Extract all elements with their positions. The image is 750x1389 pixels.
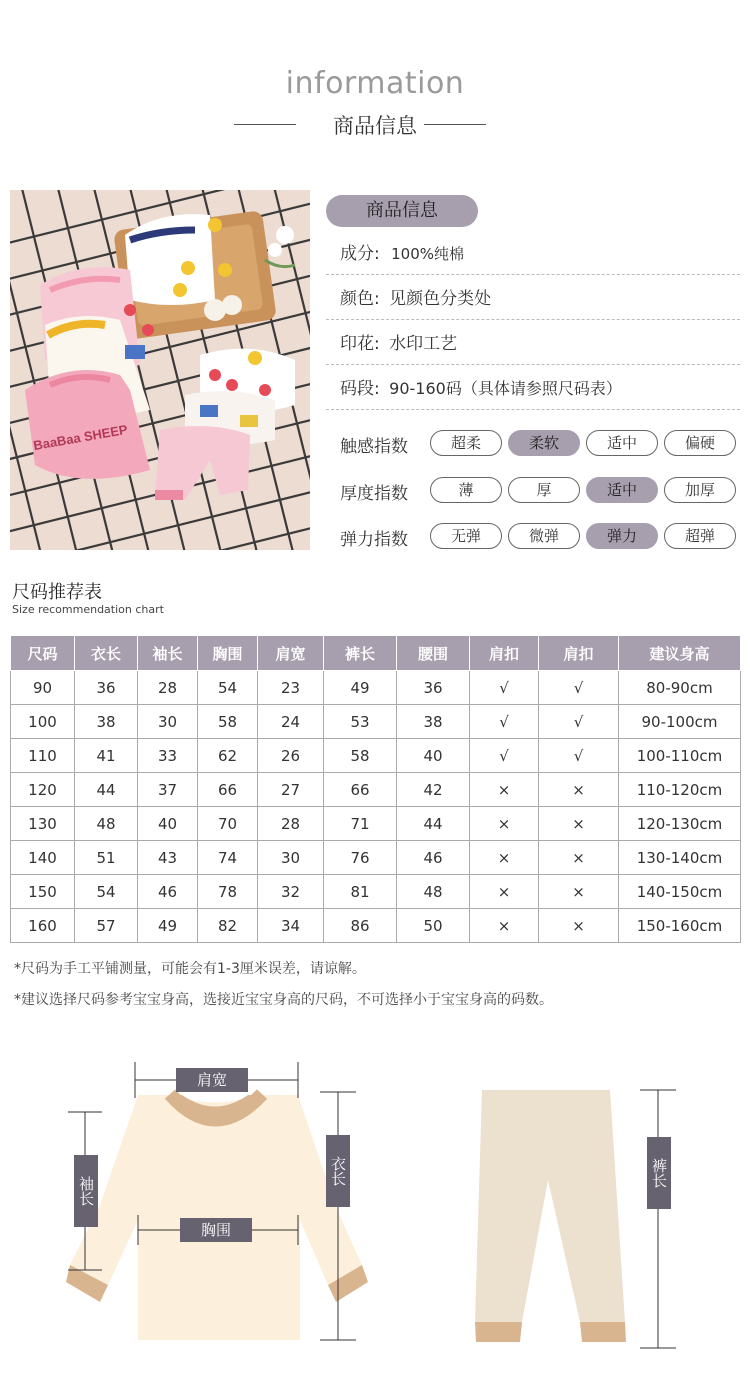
table-header-cell: 裤长 <box>324 636 397 671</box>
table-row <box>11 773 741 807</box>
table-cell: 36 <box>397 671 470 705</box>
table-cell: √ <box>539 671 619 705</box>
table-header-cell: 肩扣 <box>470 636 539 671</box>
table-cell: × <box>539 875 619 909</box>
table-cell: 42 <box>397 773 470 807</box>
table-cell: 54 <box>75 875 138 909</box>
meter-option: 薄 <box>430 477 502 503</box>
table-cell: 120-130cm <box>619 807 741 841</box>
table-cell: √ <box>470 671 539 705</box>
table-header-cell: 肩扣 <box>539 636 619 671</box>
info-badge: 商品信息 <box>326 195 478 227</box>
table-cell: 33 <box>138 739 198 773</box>
table-cell: 27 <box>258 773 324 807</box>
table-header-cell: 腰围 <box>397 636 470 671</box>
table-cell: 90 <box>11 671 75 705</box>
table-cell: 120 <box>11 773 75 807</box>
divider <box>326 274 740 275</box>
table-cell: 46 <box>397 841 470 875</box>
table-header-cell: 衣长 <box>75 636 138 671</box>
prop-value: 水印工艺 <box>389 334 458 354</box>
table-cell: 46 <box>138 875 198 909</box>
meter-option-selected: 柔软 <box>508 430 580 456</box>
table-cell: 57 <box>75 909 138 943</box>
diagram-label-sleeve: 袖长 <box>74 1155 98 1227</box>
table-cell: 86 <box>324 909 397 943</box>
meter-option-selected: 弹力 <box>586 523 658 549</box>
table-cell: 34 <box>258 909 324 943</box>
prop-label: 码段: <box>340 379 380 399</box>
table-cell: 49 <box>324 671 397 705</box>
table-cell: 40 <box>138 807 198 841</box>
table-header-cell: 袖长 <box>138 636 198 671</box>
header-title-en: information <box>285 66 465 101</box>
table-row <box>11 875 741 909</box>
table-cell: 50 <box>397 909 470 943</box>
prop-label: 印花: <box>340 334 380 354</box>
table-cell: 53 <box>324 705 397 739</box>
table-cell: 38 <box>397 705 470 739</box>
table-cell: 26 <box>258 739 324 773</box>
header-title-cn: 商品信息 <box>333 114 417 138</box>
table-cell: 58 <box>198 705 258 739</box>
garment-diagram <box>0 1050 750 1389</box>
table-header-cell: 尺码 <box>11 636 75 671</box>
table-cell: 43 <box>138 841 198 875</box>
prop-value: 90-160码（具体请参照尺码表） <box>389 379 622 398</box>
table-cell: 49 <box>138 909 198 943</box>
table-cell: 44 <box>397 807 470 841</box>
table-cell: 48 <box>75 807 138 841</box>
size-table-body <box>11 671 741 943</box>
table-cell: 30 <box>258 841 324 875</box>
table-cell: × <box>470 875 539 909</box>
divider <box>326 364 740 365</box>
prop-value: 见颜色分类处 <box>389 289 492 309</box>
note-measurement: *尺码为手工平铺测量，可能会有1-3厘米误差，请谅解。 <box>14 961 366 977</box>
table-cell: × <box>470 807 539 841</box>
meter-option-selected: 适中 <box>586 477 658 503</box>
meter-option: 厚 <box>508 477 580 503</box>
table-cell: 110 <box>11 739 75 773</box>
table-cell: 110-120cm <box>619 773 741 807</box>
table-cell: 80-90cm <box>619 671 741 705</box>
meter-option: 微弹 <box>508 523 580 549</box>
table-cell: 160 <box>11 909 75 943</box>
table-cell: 76 <box>324 841 397 875</box>
table-cell: 40 <box>397 739 470 773</box>
table-cell: 38 <box>75 705 138 739</box>
prop-row-color <box>340 277 740 321</box>
note-size-advice: *建议选择尺码参考宝宝身高，选接近宝宝身高的尺码，不可选择小于宝宝身高的码数。 <box>14 992 553 1008</box>
table-row <box>11 739 741 773</box>
meter-label-elasticity: 弹力指数 <box>340 530 408 550</box>
table-cell: 41 <box>75 739 138 773</box>
shirt-illustration <box>66 1094 368 1340</box>
table-row <box>11 705 741 739</box>
table-cell: × <box>539 841 619 875</box>
table-cell: 24 <box>258 705 324 739</box>
table-cell: 70 <box>198 807 258 841</box>
table-cell: 82 <box>198 909 258 943</box>
meter-option: 偏硬 <box>664 430 736 456</box>
table-cell: √ <box>470 705 539 739</box>
table-cell: 130-140cm <box>619 841 741 875</box>
product-photo-illustration <box>10 190 310 550</box>
table-cell: 130 <box>11 807 75 841</box>
diagram-label-length: 衣长 <box>326 1135 350 1207</box>
table-cell: × <box>539 773 619 807</box>
product-photo <box>10 190 310 550</box>
table-cell: 23 <box>258 671 324 705</box>
meter-option: 无弹 <box>430 523 502 549</box>
table-cell: 58 <box>324 739 397 773</box>
table-cell: 66 <box>324 773 397 807</box>
diagram-label-shoulder: 肩宽 <box>176 1068 248 1092</box>
meter-option: 适中 <box>586 430 658 456</box>
diagram-label-pants-length: 裤长 <box>647 1137 671 1209</box>
table-cell: 54 <box>198 671 258 705</box>
table-cell: √ <box>470 739 539 773</box>
table-cell: × <box>470 773 539 807</box>
meter-option: 超弹 <box>664 523 736 549</box>
table-cell: 71 <box>324 807 397 841</box>
table-cell: 48 <box>397 875 470 909</box>
table-cell: 140-150cm <box>619 875 741 909</box>
prop-label: 成分: <box>340 244 380 264</box>
table-cell: 44 <box>75 773 138 807</box>
table-cell: 81 <box>324 875 397 909</box>
table-cell: 51 <box>75 841 138 875</box>
table-cell: × <box>539 807 619 841</box>
table-row <box>11 671 741 705</box>
size-chart-title: 尺码推荐表 <box>12 582 102 603</box>
table-cell: × <box>539 909 619 943</box>
table-header-cell: 肩宽 <box>258 636 324 671</box>
table-cell: 37 <box>138 773 198 807</box>
table-cell: √ <box>539 705 619 739</box>
meter-label-thickness: 厚度指数 <box>340 484 408 504</box>
table-header-cell: 建议身高 <box>619 636 741 671</box>
table-row <box>11 807 741 841</box>
divider <box>326 319 740 320</box>
table-header-cell: 胸围 <box>198 636 258 671</box>
table-row <box>11 909 741 943</box>
table-cell: 90-100cm <box>619 705 741 739</box>
table-cell: 100 <box>11 705 75 739</box>
table-cell: 100-110cm <box>619 739 741 773</box>
prop-value: 100%纯棉 <box>391 245 465 263</box>
prop-row-print <box>340 322 740 366</box>
meter-label-touch: 触感指数 <box>340 437 408 457</box>
table-cell: 74 <box>198 841 258 875</box>
size-chart-subtitle: Size recommendation chart <box>12 603 164 616</box>
prop-row-material <box>340 232 740 276</box>
size-table <box>10 635 741 943</box>
meter-option: 加厚 <box>664 477 736 503</box>
table-row <box>11 841 741 875</box>
table-cell: 36 <box>75 671 138 705</box>
table-cell: × <box>470 841 539 875</box>
table-cell: 28 <box>258 807 324 841</box>
table-cell: 62 <box>198 739 258 773</box>
table-cell: √ <box>539 739 619 773</box>
prop-label: 颜色: <box>340 289 380 309</box>
table-cell: 32 <box>258 875 324 909</box>
table-cell: 78 <box>198 875 258 909</box>
table-cell: 140 <box>11 841 75 875</box>
divider <box>326 409 740 410</box>
size-table-header <box>11 636 741 671</box>
table-cell: 30 <box>138 705 198 739</box>
table-cell: 28 <box>138 671 198 705</box>
header-line-right <box>424 124 486 125</box>
table-cell: 66 <box>198 773 258 807</box>
diagram-label-chest: 胸围 <box>180 1218 252 1242</box>
table-cell: 150-160cm <box>619 909 741 943</box>
table-cell: × <box>470 909 539 943</box>
table-cell: 150 <box>11 875 75 909</box>
prop-row-sizes <box>340 367 740 411</box>
photo-print-text: BaaBaa SHEEP <box>32 421 129 454</box>
pants-illustration <box>475 1090 626 1342</box>
meter-option: 超柔 <box>430 430 502 456</box>
